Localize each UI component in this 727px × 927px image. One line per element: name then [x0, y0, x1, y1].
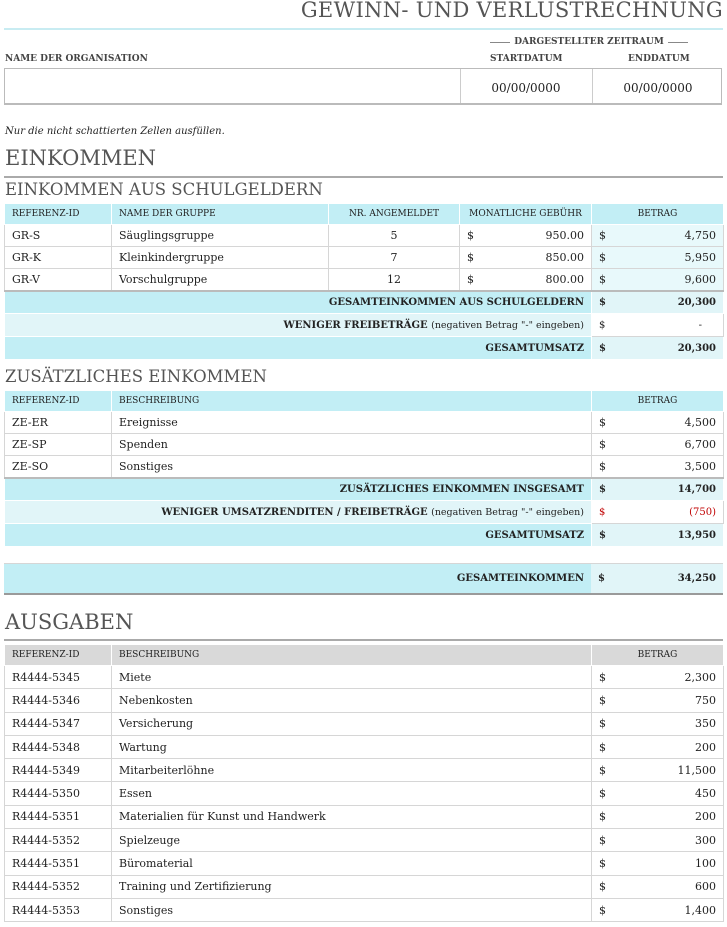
title-rule — [4, 28, 723, 30]
additional-total-value: 14,700 — [677, 483, 716, 495]
amount-value: 3,500 — [684, 459, 716, 473]
table-row — [5, 689, 724, 712]
income-heading: EINKOMMEN — [5, 146, 157, 170]
table-row — [5, 805, 724, 828]
currency-symbol: $ — [599, 717, 606, 731]
tuition-table — [4, 203, 724, 360]
amount-value: 6,700 — [684, 438, 716, 451]
fee-value: 950.00 — [545, 229, 584, 242]
expenses-header-row — [5, 645, 724, 666]
header-enrolled: NR. ANGEMELDET — [329, 204, 460, 225]
enrolled-cell[interactable]: 7 — [329, 247, 460, 269]
tuition-total-label: GESAMTEINKOMMEN AUS SCHULGELDERN — [5, 291, 592, 314]
income-heading-rule — [4, 176, 723, 178]
ref-id-cell[interactable]: ZE-ER — [5, 412, 112, 434]
table-row — [5, 875, 724, 898]
currency-symbol: $ — [599, 740, 606, 754]
currency-symbol: $ — [599, 251, 606, 264]
amount-value: 300 — [695, 833, 716, 847]
tuition-revenue-label: GESAMTUMSATZ — [5, 337, 592, 360]
start-date-label: STARTDATUM — [490, 54, 563, 64]
period-line-right — [668, 42, 688, 43]
currency-symbol: $ — [599, 529, 606, 541]
tuition-revenue-row — [5, 337, 724, 360]
document-title: GEWINN- UND VERLUSTRECHNUNG — [300, 0, 723, 22]
tuition-revenue-amount — [592, 337, 724, 360]
fee-value: 800.00 — [545, 272, 584, 286]
description-cell[interactable]: Mitarbeiterlöhne — [112, 759, 592, 782]
table-row — [5, 735, 724, 758]
amount-value: 11,500 — [677, 763, 716, 777]
currency-symbol: $ — [599, 833, 606, 847]
amount-cell[interactable] — [592, 735, 724, 758]
description-cell[interactable]: Training und Zertifizierung — [112, 875, 592, 898]
ref-id-cell[interactable]: R4444-5349 — [5, 759, 112, 782]
table-row — [5, 412, 724, 434]
end-date-input[interactable]: 00/00/0000 — [623, 81, 693, 95]
currency-symbol: $ — [599, 506, 606, 518]
amount-value: 750 — [695, 693, 716, 707]
additional-revenue-value: 13,950 — [677, 529, 716, 541]
currency-symbol: $ — [599, 459, 606, 473]
description-cell[interactable]: Ereignisse — [112, 412, 592, 434]
currency-symbol: $ — [599, 416, 606, 429]
table-row — [5, 712, 724, 735]
additional-revenue-amount — [592, 524, 724, 547]
grand-total-label: GESAMTEINKOMMEN — [4, 564, 591, 594]
ref-id-cell[interactable]: R4444-5351 — [5, 805, 112, 828]
currency-symbol: $ — [599, 670, 606, 684]
additional-total-label: ZUSÄTZLICHES EINKOMMEN INSGESAMT — [5, 478, 592, 501]
org-name-input[interactable] — [5, 69, 460, 104]
enrolled-cell[interactable]: 5 — [329, 225, 460, 247]
fee-value: 850.00 — [545, 251, 584, 264]
fee-cell[interactable] — [460, 225, 592, 247]
ref-id-cell[interactable]: R4444-5352 — [5, 829, 112, 852]
currency-symbol: $ — [599, 810, 606, 824]
additional-total-row — [5, 478, 724, 501]
header-ref-id: REFERENZ-ID — [5, 204, 112, 225]
start-date-input[interactable]: 00/00/0000 — [491, 81, 561, 95]
ref-id-cell[interactable]: R4444-5351 — [5, 852, 112, 875]
currency-symbol: $ — [599, 483, 606, 495]
returns-hint: (negativen Betrag "-" eingeben) — [431, 506, 584, 518]
fee-cell[interactable] — [460, 269, 592, 291]
description-cell[interactable]: Miete — [112, 666, 592, 689]
description-cell[interactable]: Spenden — [112, 434, 592, 456]
amount-cell[interactable] — [592, 805, 724, 828]
amount-cell[interactable] — [592, 782, 724, 805]
ref-id-cell[interactable]: R4444-5348 — [5, 735, 112, 758]
end-date-label: ENDDATUM — [628, 54, 690, 64]
table-row — [5, 782, 724, 805]
period-header — [490, 37, 688, 47]
ref-id-cell[interactable]: ZE-SP — [5, 434, 112, 456]
header-amount: BETRAG — [592, 645, 724, 666]
tuition-total-value: 20,300 — [677, 296, 716, 308]
amount-cell[interactable] — [592, 712, 724, 735]
amount-value: 9,600 — [684, 272, 716, 286]
amount-cell[interactable] — [592, 898, 724, 921]
tuition-heading: EINKOMMEN AUS SCHULGELDERN — [5, 180, 323, 199]
description-cell[interactable]: Büromaterial — [112, 852, 592, 875]
amount-cell — [592, 225, 724, 247]
description-cell[interactable]: Spielzeuge — [112, 829, 592, 852]
currency-symbol: $ — [599, 438, 606, 451]
currency-symbol: $ — [467, 251, 474, 264]
ref-id-cell[interactable]: GR-K — [5, 247, 112, 269]
table-row — [5, 269, 724, 291]
ref-id-cell[interactable]: R4444-5352 — [5, 875, 112, 898]
currency-symbol: $ — [599, 857, 606, 871]
amount-value: 2,300 — [684, 670, 716, 684]
grand-total-amount — [591, 564, 723, 594]
amount-value: 4,500 — [684, 416, 716, 429]
additional-returns-input[interactable] — [592, 501, 724, 524]
grand-total-value: 34,250 — [677, 572, 716, 584]
table-row — [5, 456, 724, 478]
amount-cell[interactable] — [592, 434, 724, 456]
currency-symbol: $ — [599, 229, 606, 242]
group-name-cell[interactable]: Kleinkindergruppe — [112, 247, 329, 269]
currency-symbol: $ — [599, 763, 606, 777]
tuition-header-row — [5, 204, 724, 225]
amount-cell[interactable] — [592, 689, 724, 712]
ref-id-cell[interactable]: R4444-5347 — [5, 712, 112, 735]
group-name-cell[interactable]: Vorschulgruppe — [112, 269, 329, 291]
ref-id-cell[interactable]: R4444-5345 — [5, 666, 112, 689]
tuition-allowance-label — [5, 314, 592, 337]
currency-symbol: $ — [599, 319, 606, 331]
grand-total-table — [4, 563, 723, 595]
ref-id-cell[interactable]: GR-S — [5, 225, 112, 247]
table-row — [5, 759, 724, 782]
additional-income-table — [4, 390, 724, 547]
amount-cell — [592, 247, 724, 269]
currency-symbol: $ — [599, 903, 606, 917]
amount-cell[interactable] — [592, 456, 724, 478]
amount-cell[interactable] — [592, 852, 724, 875]
amount-cell[interactable] — [592, 666, 724, 689]
currency-symbol: $ — [598, 572, 605, 584]
amount-value: 100 — [695, 857, 716, 871]
ref-id-cell[interactable]: GR-V — [5, 269, 112, 291]
additional-revenue-row — [5, 524, 724, 547]
tuition-total-row — [5, 291, 724, 314]
currency-symbol: $ — [599, 880, 606, 894]
expenses-table — [4, 644, 724, 922]
header-ref-id: REFERENZ-ID — [5, 645, 112, 666]
additional-income-heading: ZUSÄTZLICHES EINKOMMEN — [5, 367, 267, 386]
header-amount: BETRAG — [592, 391, 724, 412]
table-row — [5, 434, 724, 456]
table-row — [5, 225, 724, 247]
amount-value: 350 — [695, 717, 716, 731]
description-cell[interactable]: Wartung — [112, 735, 592, 758]
currency-symbol: $ — [599, 787, 606, 801]
tuition-total-amount — [592, 291, 724, 314]
amount-value: 4,750 — [684, 229, 716, 242]
ref-id-cell[interactable]: R4444-5353 — [5, 898, 112, 921]
grand-total-row — [4, 564, 723, 594]
amount-value: 1,400 — [684, 903, 716, 917]
description-cell[interactable]: Essen — [112, 782, 592, 805]
allowance-hint: (negativen Betrag "-" eingeben) — [431, 319, 584, 331]
header-amount: BETRAG — [592, 204, 724, 225]
tuition-allowance-row — [5, 314, 724, 337]
additional-returns-row — [5, 501, 724, 524]
amount-value: 450 — [695, 787, 716, 801]
amount-value: 200 — [695, 740, 716, 754]
tuition-allowance-value: - — [698, 319, 702, 331]
table-row — [5, 247, 724, 269]
amount-cell[interactable] — [592, 875, 724, 898]
group-name-cell[interactable]: Säuglingsgruppe — [112, 225, 329, 247]
org-label: NAME DER ORGANISATION — [5, 54, 148, 64]
fee-cell[interactable] — [460, 247, 592, 269]
table-row — [5, 829, 724, 852]
additional-returns-value: (750) — [689, 506, 716, 518]
currency-symbol: $ — [467, 272, 474, 286]
table-row — [5, 852, 724, 875]
tuition-allowance-input[interactable] — [592, 314, 724, 337]
table-row — [5, 898, 724, 921]
currency-symbol: $ — [599, 693, 606, 707]
description-cell[interactable]: Nebenkosten — [112, 689, 592, 712]
currency-symbol: $ — [467, 229, 474, 242]
org-info-box — [4, 68, 722, 105]
table-row — [5, 666, 724, 689]
description-cell[interactable]: Materialien für Kunst und Handwerk — [112, 805, 592, 828]
amount-value: 200 — [695, 810, 716, 824]
enrolled-cell[interactable]: 12 — [329, 269, 460, 291]
amount-value: 600 — [695, 880, 716, 894]
header-description: BESCHREIBUNG — [112, 391, 592, 412]
expenses-heading: AUSGABEN — [5, 610, 134, 634]
expenses-heading-rule — [4, 639, 723, 641]
currency-symbol: $ — [599, 342, 606, 354]
ref-id-cell[interactable]: ZE-SO — [5, 456, 112, 478]
header-group-name: NAME DER GRUPPE — [112, 204, 329, 225]
amount-cell — [592, 269, 724, 291]
amount-cell[interactable] — [592, 759, 724, 782]
additional-revenue-label: GESAMTUMSATZ — [5, 524, 592, 547]
instruction-note: Nur die nicht schattierten Zellen ausfüllen. — [5, 126, 225, 137]
description-cell[interactable]: Sonstiges — [112, 898, 592, 921]
tuition-revenue-value: 20,300 — [677, 342, 716, 354]
description-cell[interactable]: Sonstiges — [112, 456, 592, 478]
currency-symbol: $ — [599, 296, 606, 308]
additional-header-row — [5, 391, 724, 412]
period-label: DARGESTELLTER ZEITRAUM — [514, 37, 664, 47]
ref-id-cell[interactable]: R4444-5346 — [5, 689, 112, 712]
allowance-label-text: WENIGER FREIBETRÄGE — [283, 319, 428, 331]
amount-cell[interactable] — [592, 829, 724, 852]
period-line-left — [490, 42, 510, 43]
header-ref-id: REFERENZ-ID — [5, 391, 112, 412]
description-cell[interactable]: Versicherung — [112, 712, 592, 735]
returns-label-text: WENIGER UMSATZRENDITEN / FREIBETRÄGE — [161, 506, 428, 518]
additional-returns-label — [5, 501, 592, 524]
amount-value: 5,950 — [684, 251, 716, 264]
ref-id-cell[interactable]: R4444-5350 — [5, 782, 112, 805]
amount-cell[interactable] — [592, 412, 724, 434]
currency-symbol: $ — [599, 272, 606, 286]
header-description: BESCHREIBUNG — [112, 645, 592, 666]
additional-total-amount — [592, 478, 724, 501]
header-monthly-fee: MONATLICHE GEBÜHR — [460, 204, 592, 225]
